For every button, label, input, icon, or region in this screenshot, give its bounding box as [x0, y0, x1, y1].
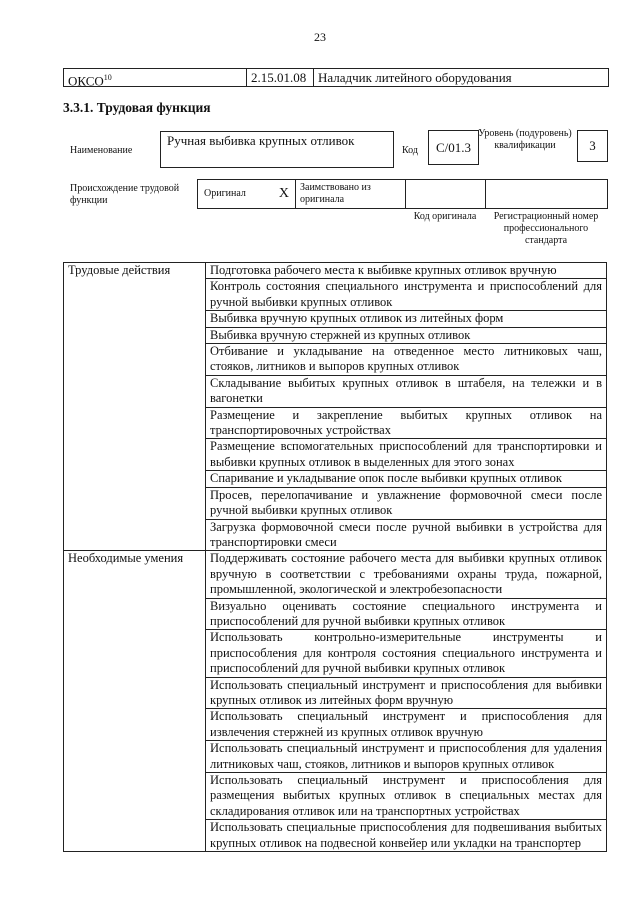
section-item: Загрузка формовочной смеси после ручной выбивки в устройства для транспортировки смеси	[206, 519, 607, 551]
code-label: Код	[402, 145, 418, 156]
borrowed-label: Заимствовано из оригинала	[296, 180, 406, 208]
level-label: Уровень (подуровень) квалификации	[478, 128, 572, 151]
section-item: Выбивка вручную стержней из крупных отливок	[206, 327, 607, 343]
section-item: Контроль состояния специального инструмента и приспособлений для ручной выбивки крупных отливок	[206, 279, 607, 311]
section-item: Складывание выбитых крупных отливок в штабеля, на тележки и в вагонетки	[206, 375, 607, 407]
okso-label-cell	[64, 69, 247, 89]
function-name: Ручная выбивка крупных отливок	[160, 131, 394, 168]
section-label: Трудовые действия	[64, 263, 206, 551]
okso-footnote: 10	[103, 73, 112, 82]
section-item: Подготовка рабочего места к выбивке крупных отливок вручную	[206, 263, 607, 279]
okso-label: ОКСО	[68, 73, 104, 89]
section-item: Визуально оценивать состояние специального инструмента и приспособлений для ручной выбивки крупных отливок	[206, 598, 607, 630]
original-label: Оригинал	[204, 188, 246, 199]
table-row	[64, 551, 607, 598]
section-item: Размещение и закрепление выбитых крупных отливок на транспортировочных устройствах	[206, 407, 607, 439]
code-caption: Код оригинала	[413, 211, 477, 222]
table-row	[64, 263, 607, 279]
okso-name: Наладчик литейного оборудования	[318, 70, 512, 85]
section-item: Спаривание и укладывание опок после выбивки крупных отливок	[206, 471, 607, 487]
original-mark: X	[278, 186, 289, 201]
origin-label: Происхождение трудовой функции	[70, 183, 180, 206]
section-item: Использовать специальный инструмент и приспособления для выбивки крупных отливок из литейных форм вручную	[206, 677, 607, 709]
page-number: 23	[314, 30, 326, 44]
section-item: Использовать специальные приспособления для подвешивания выбитых крупных отливок на подвесной конвейер или укладки на транспортер	[206, 820, 607, 852]
section-item: Использовать специальный инструмент и приспособления для извлечения стержней из крупных отливок вручную	[206, 709, 607, 741]
okso-code: 2.15.01.08	[247, 69, 314, 86]
function-code: C/01.3	[428, 130, 479, 165]
section-item: Выбивка вручную крупных отливок из литейных форм	[206, 311, 607, 327]
section-item: Использовать специальный инструмент и приспособления для удаления литниковых чаш, стояков, литников и выпоров крупных отливок	[206, 741, 607, 773]
section-item: Просев, перелопачивание и увлажнение формовочной смеси после ручной выбивки крупных отливок	[206, 487, 607, 519]
qualification-level: 3	[577, 130, 608, 162]
section-item: Размещение вспомогательных приспособлений для транспортировки и выбивки крупных отливок в выделенных для этого зонах	[206, 439, 607, 471]
okso-row	[63, 68, 609, 87]
section-item: Поддерживать состояние рабочего места для выбивки крупных отливок вручную в соответствии с требованиями охраны труда, пожарной, промышленной, экологической и электробезопасности	[206, 551, 607, 598]
section-label: Необходимые умения	[64, 551, 206, 852]
section-item: Использовать специальный инструмент и приспособления для размещения выбитых крупных отливок в специальных местах для складирования отливок или на транспортных устройствах	[206, 773, 607, 820]
reg-caption: Регистрационный номер профессионального стандарта	[493, 211, 599, 246]
function-table	[63, 262, 607, 852]
section-item: Отбивание и укладывание на отведенное место литниковых чаш, стояков, литников и выпоров крупных отливок	[206, 344, 607, 376]
reg-number-cell	[486, 180, 607, 208]
original-code-cell	[406, 180, 486, 208]
section-item: Использовать контрольно-измерительные инструменты и приспособления для контроля состояния специального инструмента и приспособлений для ручной выбивки крупных отливок	[206, 630, 607, 677]
origin-row	[197, 179, 608, 209]
section-heading: 3.3.1. Трудовая функция	[63, 100, 211, 115]
name-label: Наименование	[70, 145, 133, 156]
